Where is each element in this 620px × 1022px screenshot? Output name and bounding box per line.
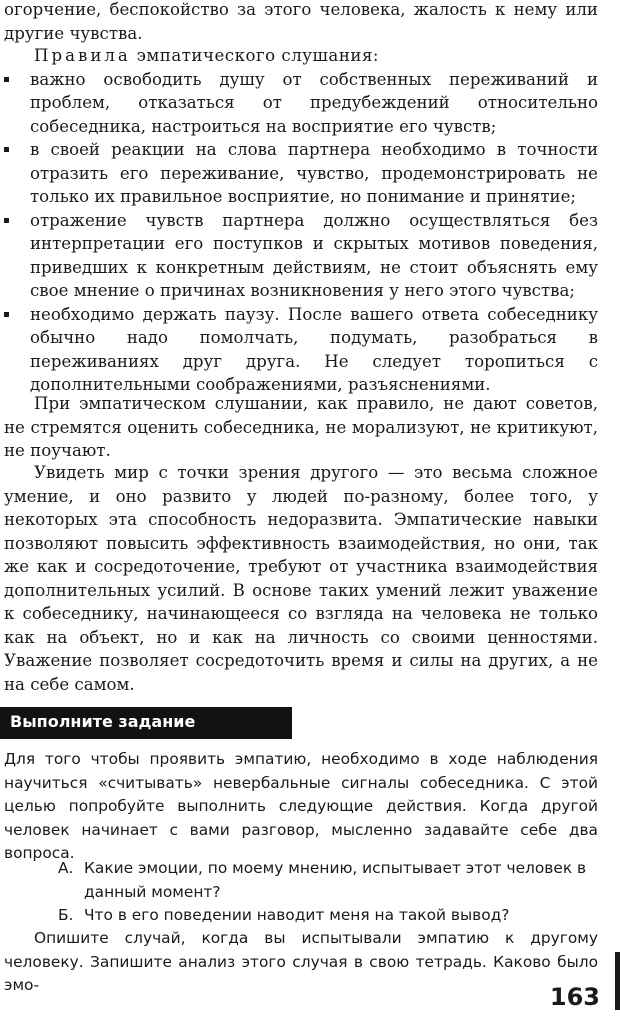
- empathic-listening-paragraph: [4, 392, 598, 463]
- task-ending-text: Опишите случай, когда вы испытывали эмпатию к другому человеку. Запишите анализ этого случая в свою тетрадь. Каково было эмо-: [4, 929, 598, 994]
- task-question-b: [58, 904, 598, 928]
- page-edge-marker: [615, 952, 620, 1010]
- rules-title-word: Правила: [34, 46, 131, 65]
- bullet-icon: [4, 147, 9, 152]
- world-view-paragraph: [4, 461, 598, 696]
- rules-title-rest: эмпатического слушания:: [130, 46, 379, 65]
- question-letter: А.: [58, 859, 74, 877]
- bullet-icon: [4, 77, 9, 82]
- task-description: [4, 748, 598, 866]
- task-heading: Выполните задание: [10, 712, 196, 731]
- rule-text: в своей реакции на слова партнера необходимо в точности отразить его переживание, чувство, продемонстрировать не только их правильное восприятие, но понимание и принятие;: [30, 140, 598, 206]
- rule-item: [4, 209, 598, 303]
- rules-title: [4, 44, 598, 68]
- question-text: Какие эмоции, по моему мнению, испытывает этот человек в: [84, 859, 587, 877]
- paragraph-text: Увидеть мир с точки зрения другого — это весьма сложное умение, и оно развито у людей по-разному, более того, у некоторых эта способность недоразвита. Эмпатические навыки позволяют повысить эффективность взаимодействия, но они, так же как и сосредоточение, требуют от участника взаимодействия дополнительных усилий. В основе таких умений лежит уважение к собеседнику, начинающееся со взгляда на человека не только как на объект, но и как на личность со своими ценностями. Уважение позволяет сосредоточить время и силы на других, а не на себе самом.: [4, 463, 598, 694]
- empathic-listening-rules: [4, 44, 598, 397]
- bullet-icon: [4, 218, 9, 223]
- intro-paragraph: [4, 0, 598, 45]
- task-main-text: Для того чтобы проявить эмпатию, необходимо в ходе наблюдения научиться «считывать» невербальные сигналы собеседника. С этой целью попробуйте выполнить следующие действия. Когда другой человек начинает с вами разговор, мысленно задавайте себе два вопроса.: [4, 750, 598, 862]
- task-question-a: [58, 857, 598, 904]
- rule-text: необходимо держать паузу. После вашего ответа собеседнику обычно надо помолчать, подумать, разобраться в переживаниях друг друга. Не следует торопиться с дополнительными соображениями, разъяснениями.: [30, 304, 598, 394]
- rule-item: [4, 138, 598, 209]
- intro-line-2: другие чувства.: [4, 23, 143, 43]
- page-number: 163: [549, 983, 600, 1011]
- rule-text: важно освободить душу от собственных переживаний и проблем, отказаться от предубеждений относительно собеседника, настроиться на восприятие его чувств;: [30, 69, 598, 136]
- rule-text: отражение чувств партнера должно осуществляться без интерпретации его поступков и скрытых мотивов поведения, приведших к конкретным действиям, не стоит объяснять ему свое мнение о причинах возникновения у него этого чувства;: [30, 210, 598, 300]
- task-ending: [4, 927, 598, 998]
- rules-list: [4, 68, 598, 397]
- task-heading-bar: [0, 707, 292, 739]
- question-text-continued: данный момент?: [84, 882, 221, 901]
- paragraph-text: При эмпатическом слушании, как правило, не дают советов, не стремятся оценить собеседника, не морализуют, не критикуют, не поучают.: [4, 394, 598, 460]
- question-letter: Б.: [58, 906, 74, 924]
- rule-item: [4, 303, 598, 397]
- rule-item: [4, 68, 598, 139]
- intro-line-1: огорчение, беспокойство за этого человека, жалость к нему или: [4, 0, 598, 19]
- question-text: Что в его поведении наводит меня на такой вывод?: [84, 906, 510, 924]
- bullet-icon: [4, 312, 9, 317]
